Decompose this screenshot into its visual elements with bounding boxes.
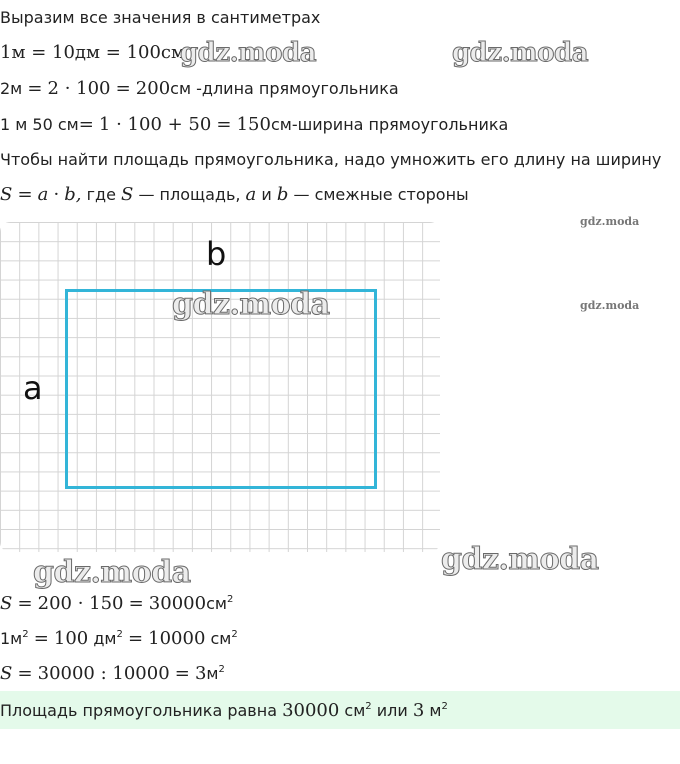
answer-label: Площадь прямоугольника равна	[0, 701, 283, 720]
exponent: 2	[226, 594, 234, 605]
answer-unit-cm: см	[339, 701, 366, 720]
unit-cm: см	[205, 629, 232, 648]
unit-cm-value: 10000	[148, 628, 206, 649]
conversion-meter: 1м	[0, 42, 26, 63]
answer-text	[0, 699, 448, 723]
equals-sign: =	[128, 593, 144, 614]
equals-sign: =	[17, 593, 33, 614]
formula-text: — площадь,	[133, 185, 246, 204]
formula-s2: S	[121, 184, 134, 205]
width-expression: 1 · 100 + 50	[98, 114, 212, 135]
exponent: 2	[231, 629, 238, 640]
area-expression: 200 · 150	[37, 593, 124, 614]
result-expression: 30000 : 10000	[37, 663, 170, 684]
conversion-dm: 10дм	[52, 42, 101, 63]
equals-sign: =	[216, 114, 232, 135]
formula-b2: b	[276, 184, 289, 205]
conversion-line	[0, 41, 185, 65]
equals-sign: =	[33, 628, 49, 649]
length-value: 200	[135, 78, 171, 99]
watermark: gdz.moda	[441, 542, 599, 577]
equals-sign: =	[115, 78, 131, 99]
watermark: gdz.moda	[580, 215, 640, 228]
formula-a2: a	[245, 184, 257, 205]
answer-value-cm: 30000	[282, 700, 340, 721]
watermark: gdz.moda	[172, 287, 330, 322]
answer-unit-m: м	[424, 701, 442, 720]
equals-sign: =	[105, 42, 121, 63]
exponent: 2	[218, 664, 225, 675]
side-label-a: a	[23, 369, 43, 407]
equals-sign: =	[174, 663, 190, 684]
grid-diagram	[0, 222, 440, 552]
area-calc-line	[0, 592, 233, 616]
conversion-cm: 100см	[126, 42, 186, 63]
rule-text: Чтобы найти площадь прямоугольника, надо умножить его длину на ширину	[0, 150, 662, 169]
equals-sign: =	[127, 628, 144, 649]
result-value: 3	[194, 663, 207, 684]
width-line	[0, 113, 508, 137]
exponent: 2	[22, 629, 29, 640]
exponent: 2	[116, 629, 123, 640]
watermark: gdz.moda	[580, 299, 640, 312]
area-s: S	[0, 593, 13, 614]
length-expression: 2 · 100	[47, 78, 111, 99]
exponent: 2	[365, 701, 372, 712]
watermark: gdz.moda	[452, 38, 589, 68]
answer-connector: или	[371, 701, 413, 720]
length-line	[0, 77, 399, 101]
equals-sign: =	[17, 184, 33, 205]
dot-sign: ·	[53, 184, 60, 205]
watermark: gdz.moda	[180, 38, 317, 68]
unit-conversion-line	[0, 627, 238, 651]
area-unit: см	[206, 594, 227, 613]
formula-line	[0, 183, 469, 207]
formula-text: где	[81, 185, 122, 204]
unit-dm-value: 100	[53, 628, 89, 649]
equals-sign: =	[27, 78, 43, 99]
length-description: см -длина прямоугольника	[170, 79, 399, 98]
result-s: S	[0, 663, 13, 684]
width-value: 150	[236, 114, 271, 135]
side-label-b: b	[206, 235, 227, 273]
answer-value-m: 3	[412, 700, 425, 721]
equals-sign: =	[31, 42, 47, 63]
exponent: 2	[441, 701, 448, 712]
formula-s: S	[0, 184, 13, 205]
equals-sign: =	[17, 663, 33, 684]
width-lhs: 1 м 50 см	[0, 115, 79, 134]
result-unit: м	[206, 664, 219, 683]
formula-a: a	[37, 184, 49, 205]
area-value: 30000	[148, 593, 207, 614]
intro-text: Выразим все значения в сантиметрах	[0, 8, 321, 27]
width-description: см-ширина прямоугольника	[270, 115, 509, 134]
unit-lhs: 1м	[0, 629, 23, 648]
length-lhs: 2м	[0, 79, 23, 98]
result-line	[0, 662, 225, 686]
unit-dm: дм	[88, 629, 117, 648]
equals-sign: =	[78, 114, 94, 135]
answer-box	[0, 691, 680, 729]
formula-b: b,	[64, 184, 82, 205]
formula-text: — смежные стороны	[288, 185, 469, 204]
formula-text: и	[256, 185, 277, 204]
watermark: gdz.moda	[33, 555, 191, 590]
